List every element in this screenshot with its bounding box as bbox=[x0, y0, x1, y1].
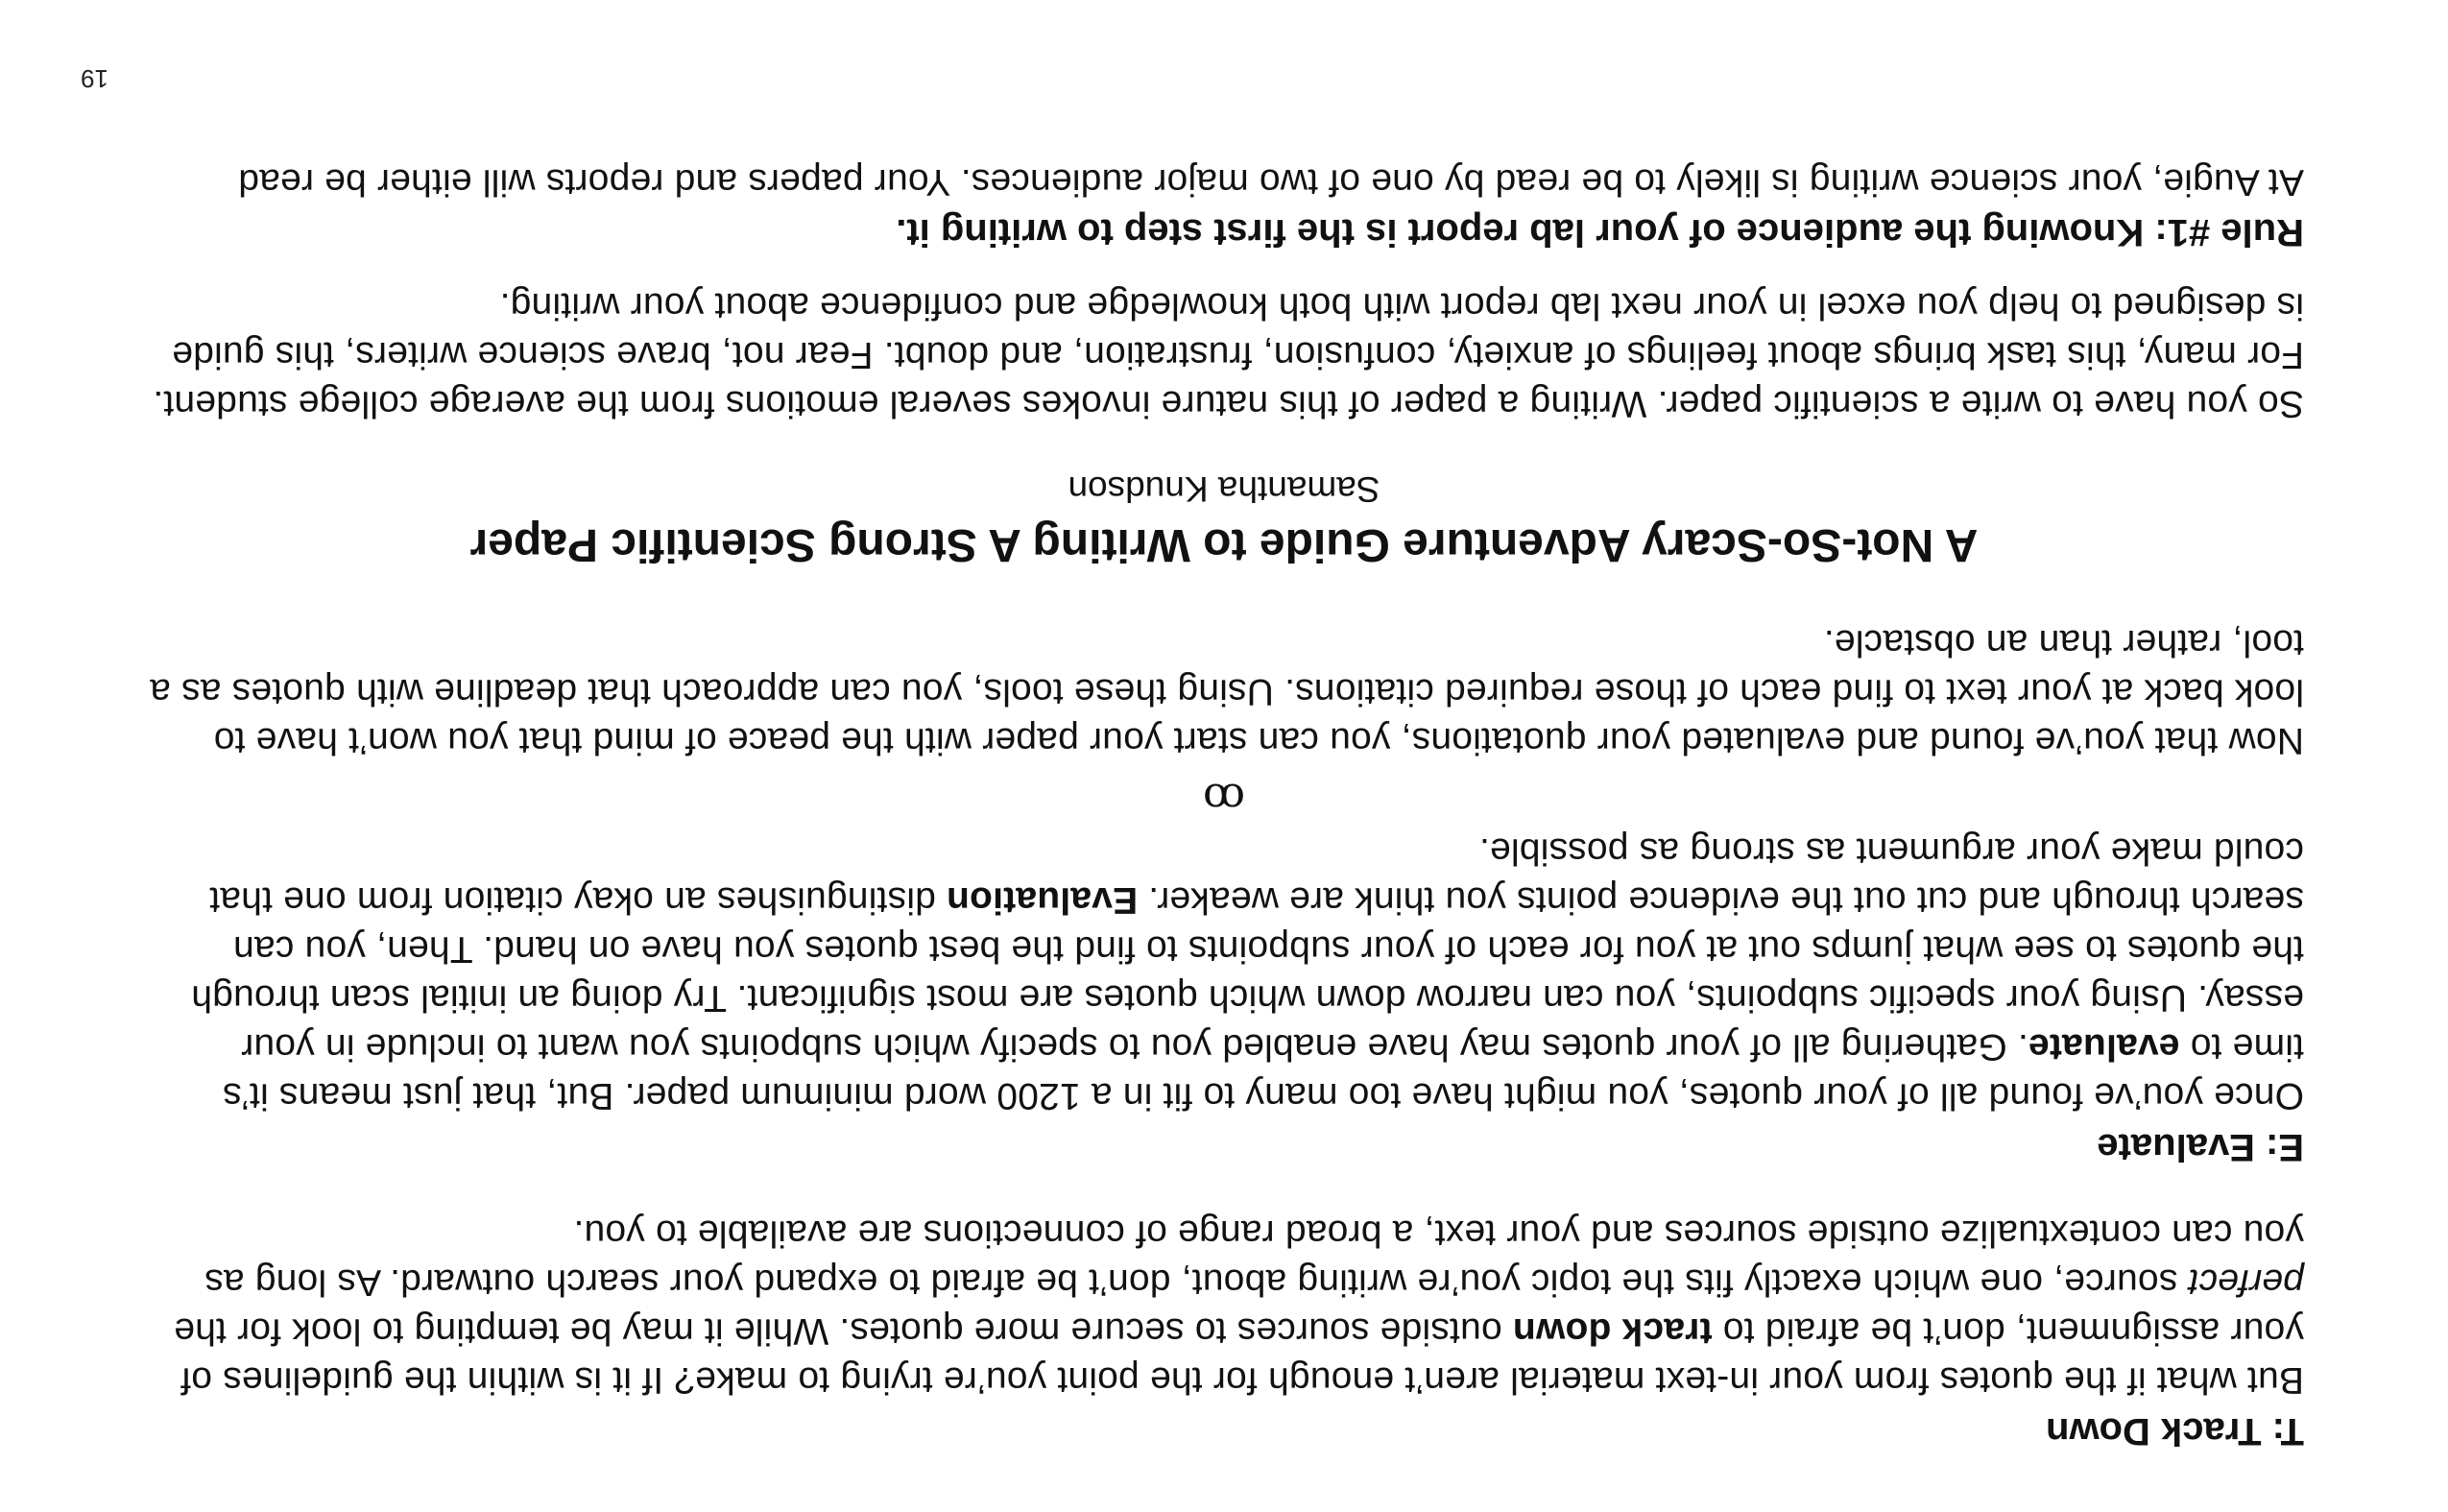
ornament-divider: ꝏ bbox=[1203, 774, 1245, 823]
text-run: source, one which exactly fits the topic you’re writing about, don’t be afraid to expand your search outward. As long as you can contextualize outside sources and your text, a broad range of connections are available to you. bbox=[204, 1212, 2304, 1303]
bold-term: track down bbox=[1512, 1310, 1713, 1352]
text-run: . Gathering all of your quotes may have enabled you to specify which subpoints you want to include in your essay. Using your specific subpoints, you can narrow down which quotes are most significant. Try doing an initial scan through the quotes to see what jumps out at you for each of your subpoints to find the best quotes you have on hand. Then, you can search through and cut out the evidence points you think are weaker. bbox=[191, 879, 2304, 1068]
article-title: A Not-So-Scary Adventure Guide to Writing A Strong Scientific Paper bbox=[469, 519, 1979, 570]
rule-paragraph: At Augie, your science writing is likely to be read by one of two major audiences. Your papers and reports will either be read bbox=[238, 161, 2304, 203]
bold-term: Evaluation bbox=[946, 879, 1139, 921]
bold-term: evaluate bbox=[2028, 1026, 2180, 1068]
text-run: distinguishes an okay citation from one that could make your argument as strong as possible. bbox=[209, 830, 2304, 921]
rule-heading: Rule #1: Knowing the audience of your lab report is the first step to writing it. bbox=[896, 211, 2304, 253]
article-author: Samantha Knudson bbox=[1068, 469, 1380, 509]
page-content bbox=[144, 157, 2304, 1454]
text-run: Once you’ve found all of your quotes, you might have too many to fit in a 1200 word minimum paper. But, that just means it’s time to bbox=[222, 1026, 2304, 1116]
text-run: But what if the quotes from your in-text material aren’t enough for the point you’re trying to make? If it is within the guidelines of your assignment, don’t be afraid to bbox=[180, 1310, 2304, 1401]
evaluate-paragraph bbox=[144, 827, 2304, 1120]
text-run: outside sources to secure more quotes. While it may be tempting to look for the bbox=[174, 1310, 1513, 1352]
closing-paragraph: Now that you’ve found and evaluated your quotations, you can start your paper with the peace of mind that you won’t have to look back at your text to find each of those required citations. Using these tools, you can approach that deadline with quotes as a tool, rather than an obstacle. bbox=[149, 622, 2304, 761]
page-number: 19 bbox=[81, 64, 108, 93]
track-down-paragraph bbox=[144, 1209, 2304, 1404]
section-heading-evaluate: E: Evaluate bbox=[2097, 1126, 2304, 1168]
intro-paragraph: So you have to write a scientific paper. Writing a paper of this nature invokes several emotions from the average college student. For many, this task brings about feelings of anxiety, confusion, frustration, and doubt. Fear not, brave science writers, this guide is designed to help you excel in your next lab report with both knowledge and confidence about your writing. bbox=[153, 285, 2304, 424]
section-heading-track-down: T: Track Down bbox=[2046, 1410, 2304, 1452]
italic-term: perfect bbox=[2188, 1261, 2304, 1303]
